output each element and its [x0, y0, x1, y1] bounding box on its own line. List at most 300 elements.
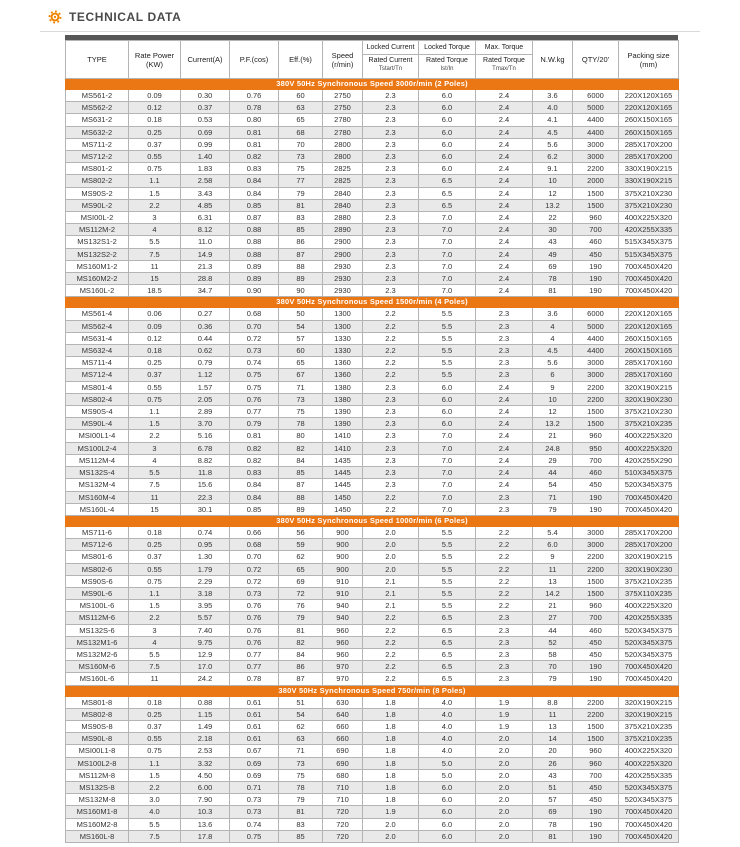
table-row	[66, 491, 679, 503]
table-cell: 1300	[323, 320, 363, 332]
table-cell: 2.0	[363, 551, 419, 563]
table-cell: 73	[279, 151, 323, 163]
table-cell: 220X120X165	[619, 320, 679, 332]
table-cell: 0.69	[181, 126, 230, 138]
table-cell: 2.0	[476, 769, 533, 781]
table-cell: 7.0	[419, 248, 476, 260]
table-cell: 4.5	[533, 126, 573, 138]
table-cell: 1.1	[129, 406, 181, 418]
cell-type: MS100L-6	[66, 600, 129, 612]
table-cell: 1.9	[476, 696, 533, 708]
table-cell: 0.88	[230, 236, 279, 248]
table-cell: 5.5	[419, 575, 476, 587]
table-cell: 2.2	[476, 539, 533, 551]
table-cell: 1500	[573, 418, 619, 430]
table-cell: 0.82	[230, 151, 279, 163]
table-cell: 2.89	[181, 406, 230, 418]
section-band-row	[66, 515, 679, 526]
table-cell: 2.2	[129, 612, 181, 624]
cell-type: MS802-2	[66, 175, 129, 187]
table-cell: 0.88	[181, 696, 230, 708]
table-cell: 11	[129, 260, 181, 272]
table-cell: 260X150X165	[619, 332, 679, 344]
table-cell: 2.4	[476, 467, 533, 479]
table-cell: 30	[533, 224, 573, 236]
cell-type: MS112M-8	[66, 769, 129, 781]
table-cell: 2.3	[363, 393, 419, 405]
section-band-title: 380V 50Hz Synchronous Speed 3000r/min (2 Poles)	[66, 79, 679, 90]
table-cell: 2780	[323, 114, 363, 126]
table-cell: 2880	[323, 212, 363, 224]
table-cell: 78	[279, 418, 323, 430]
table-cell: 4.85	[181, 199, 230, 211]
table-cell: 0.90	[230, 285, 279, 297]
table-cell: 2.2	[363, 345, 419, 357]
table-cell: 0.18	[129, 526, 181, 538]
table-cell: 2.3	[363, 381, 419, 393]
table-cell: 6.0	[419, 418, 476, 430]
table-cell: 2.4	[476, 175, 533, 187]
table-cell: 2200	[573, 381, 619, 393]
table-cell: 2.3	[476, 320, 533, 332]
table-cell: 720	[323, 830, 363, 842]
table-row	[66, 708, 679, 720]
table-cell: 2.1	[363, 600, 419, 612]
table-cell: 11.0	[181, 236, 230, 248]
table-cell: 9	[533, 381, 573, 393]
table-cell: 2.4	[476, 187, 533, 199]
table-cell: 2.4	[476, 163, 533, 175]
table-cell: 0.73	[230, 806, 279, 818]
table-cell: 190	[573, 273, 619, 285]
table-cell: 65	[279, 357, 323, 369]
table-cell: 1330	[323, 345, 363, 357]
cell-type: MSI00L1-4	[66, 430, 129, 442]
table-cell: 960	[573, 430, 619, 442]
table-cell: 2.1	[363, 575, 419, 587]
table-cell: 1.8	[363, 769, 419, 781]
table-cell: 0.72	[230, 563, 279, 575]
table-cell: 2.4	[476, 126, 533, 138]
table-cell: 88	[279, 260, 323, 272]
table-cell: 0.61	[230, 733, 279, 745]
table-cell: 6.5	[419, 661, 476, 673]
table-cell: 0.25	[129, 539, 181, 551]
table-cell: 2.3	[363, 260, 419, 272]
table-cell: 0.83	[230, 467, 279, 479]
table-row	[66, 575, 679, 587]
cell-type: MS632-4	[66, 345, 129, 357]
table-cell: 30.1	[181, 503, 230, 515]
header-bottom-label	[476, 55, 532, 73]
table-cell: 2.3	[363, 273, 419, 285]
table-cell: 0.37	[181, 102, 230, 114]
table-cell: 2.3	[363, 90, 419, 102]
header-sub-label: Tmax/Tn	[492, 66, 516, 72]
table-cell: 0.89	[230, 260, 279, 272]
table-cell: 57	[533, 794, 573, 806]
header-bottom-label	[363, 55, 418, 73]
table-cell: 320X190X215	[619, 551, 679, 563]
table-cell: 4.0	[129, 806, 181, 818]
table-cell: 1380	[323, 393, 363, 405]
spec-table	[65, 40, 679, 843]
table-cell: 75	[279, 406, 323, 418]
table-cell: 6.0	[419, 138, 476, 150]
table-row	[66, 733, 679, 745]
table-cell: 0.87	[230, 212, 279, 224]
table-cell: 0.06	[129, 308, 181, 320]
table-cell: 1390	[323, 406, 363, 418]
table-cell: 0.75	[129, 163, 181, 175]
table-row	[66, 600, 679, 612]
cell-type: MS132S1-2	[66, 236, 129, 248]
table-cell: 0.73	[230, 345, 279, 357]
header-line: Rated Torque	[483, 57, 525, 64]
cell-type: MS160L-6	[66, 673, 129, 685]
table-cell: 7.90	[181, 794, 230, 806]
table-cell: 50	[279, 308, 323, 320]
table-cell: 12.9	[181, 648, 230, 660]
table-cell: 89	[279, 503, 323, 515]
table-cell: 5.5	[419, 308, 476, 320]
table-cell: 44	[533, 467, 573, 479]
table-cell: 2.0	[476, 733, 533, 745]
table-cell: 82	[279, 442, 323, 454]
table-cell: 7.0	[419, 454, 476, 466]
table-cell: 2.0	[476, 781, 533, 793]
table-cell: 65	[279, 114, 323, 126]
table-cell: 3.18	[181, 587, 230, 599]
table-cell: 420X255X335	[619, 612, 679, 624]
table-cell: 2.0	[363, 563, 419, 575]
table-cell: 700X450X420	[619, 818, 679, 830]
cell-type: MS132M-4	[66, 479, 129, 491]
table-cell: 520X345X375	[619, 636, 679, 648]
table-cell: 11	[533, 708, 573, 720]
table-cell: 1450	[323, 503, 363, 515]
table-cell: 2930	[323, 273, 363, 285]
table-cell: 2.3	[476, 369, 533, 381]
table-cell: 700X450X420	[619, 830, 679, 842]
table-cell: 0.55	[129, 563, 181, 575]
table-cell: 520X345X375	[619, 648, 679, 660]
table-cell: 2.3	[363, 114, 419, 126]
table-cell: 2.4	[476, 114, 533, 126]
header-sub-label: Tstart/Tn	[378, 66, 403, 72]
table-cell: 2840	[323, 199, 363, 211]
table-cell: 78	[533, 818, 573, 830]
table-cell: 0.77	[230, 648, 279, 660]
table-cell: 3	[129, 624, 181, 636]
table-cell: 0.89	[230, 273, 279, 285]
col-header-nw: N.W.kg	[533, 41, 573, 79]
table-cell: 0.18	[129, 114, 181, 126]
table-cell: 1500	[573, 187, 619, 199]
table-cell: 2.0	[363, 526, 419, 538]
table-cell: 2890	[323, 224, 363, 236]
cell-type: MS561-2	[66, 90, 129, 102]
section-band-title: 380V 50Hz Synchronous Speed 750r/min (8 Poles)	[66, 685, 679, 696]
header-top-label: Locked Current	[363, 41, 418, 55]
table-cell: 10	[533, 175, 573, 187]
table-row	[66, 587, 679, 599]
table-cell: 7.40	[181, 624, 230, 636]
cell-type: MS711-6	[66, 526, 129, 538]
table-cell: 2750	[323, 102, 363, 114]
table-row	[66, 381, 679, 393]
table-cell: 0.72	[230, 575, 279, 587]
table-cell: 2.2	[476, 587, 533, 599]
table-cell: 0.75	[129, 393, 181, 405]
cell-type: MS632-2	[66, 126, 129, 138]
table-cell: 2.2	[129, 199, 181, 211]
table-cell: 1.30	[181, 551, 230, 563]
cell-type: MS160M2-2	[66, 273, 129, 285]
table-cell: 700X450X420	[619, 260, 679, 272]
header-top-label: Locked Torque	[419, 41, 475, 55]
table-cell: 2.3	[363, 102, 419, 114]
table-cell: 9	[533, 551, 573, 563]
table-row	[66, 720, 679, 732]
table-cell: 2000	[573, 175, 619, 187]
table-cell: 420X255X335	[619, 224, 679, 236]
table-cell: 12	[533, 187, 573, 199]
table-cell: 2.2	[363, 503, 419, 515]
section-band-row	[66, 79, 679, 90]
cell-type: MS112M-4	[66, 454, 129, 466]
table-cell: 190	[573, 806, 619, 818]
table-cell: 86	[279, 661, 323, 673]
table-cell: 72	[279, 587, 323, 599]
table-cell: 1.8	[363, 781, 419, 793]
table-cell: 2.4	[476, 90, 533, 102]
table-row	[66, 539, 679, 551]
table-cell: 1360	[323, 357, 363, 369]
header-line: Rate Power	[134, 50, 175, 60]
table-cell: 0.76	[230, 612, 279, 624]
table-cell: 0.68	[230, 539, 279, 551]
table-cell: 2.4	[476, 381, 533, 393]
table-cell: 81	[279, 624, 323, 636]
table-cell: 2200	[573, 551, 619, 563]
table-cell: 2.4	[476, 285, 533, 297]
table-cell: 5000	[573, 320, 619, 332]
table-cell: 375X210X230	[619, 406, 679, 418]
table-cell: 0.37	[129, 369, 181, 381]
table-cell: 83	[279, 212, 323, 224]
table-cell: 1445	[323, 479, 363, 491]
table-cell: 450	[573, 781, 619, 793]
table-cell: 7.0	[419, 224, 476, 236]
table-cell: 0.75	[129, 575, 181, 587]
table-cell: 6.0	[419, 126, 476, 138]
table-cell: 190	[573, 661, 619, 673]
table-cell: 5.16	[181, 430, 230, 442]
table-cell: 2.3	[476, 345, 533, 357]
table-cell: 2.3	[476, 612, 533, 624]
cell-type: MS90L-6	[66, 587, 129, 599]
table-cell: 640	[323, 708, 363, 720]
table-cell: 710	[323, 794, 363, 806]
table-cell: 2840	[323, 187, 363, 199]
cell-type: MS631-2	[66, 114, 129, 126]
table-cell: 680	[323, 769, 363, 781]
table-cell: 460	[573, 624, 619, 636]
table-cell: 700X450X420	[619, 661, 679, 673]
table-cell: 71	[533, 491, 573, 503]
technical-data-table	[65, 35, 678, 843]
table-cell: 54	[279, 320, 323, 332]
table-cell: 0.76	[230, 90, 279, 102]
table-cell: 940	[323, 612, 363, 624]
table-row	[66, 696, 679, 708]
table-cell: 5.5	[129, 818, 181, 830]
table-cell: 1.1	[129, 175, 181, 187]
table-cell: 0.85	[230, 503, 279, 515]
table-cell: 21	[533, 600, 573, 612]
table-cell: 1.5	[129, 769, 181, 781]
table-cell: 2.3	[363, 248, 419, 260]
table-cell: 190	[573, 491, 619, 503]
table-cell: 2.2	[476, 563, 533, 575]
table-row	[66, 187, 679, 199]
table-cell: 7.0	[419, 479, 476, 491]
table-cell: 4.0	[419, 708, 476, 720]
table-cell: 2.2	[476, 526, 533, 538]
table-cell: 60	[279, 345, 323, 357]
table-cell: 2200	[573, 696, 619, 708]
table-cell: 700	[573, 224, 619, 236]
table-cell: 0.61	[230, 696, 279, 708]
table-cell: 0.76	[230, 393, 279, 405]
table-cell: 2.3	[363, 187, 419, 199]
table-cell: 960	[573, 745, 619, 757]
table-cell: 0.69	[230, 769, 279, 781]
table-cell: 81	[279, 806, 323, 818]
table-cell: 2.3	[363, 138, 419, 150]
table-cell: 2.2	[476, 575, 533, 587]
table-row	[66, 345, 679, 357]
table-cell: 0.88	[230, 248, 279, 260]
table-cell: 190	[573, 285, 619, 297]
table-row	[66, 418, 679, 430]
table-cell: 63	[279, 102, 323, 114]
cell-type: MSI00L-2	[66, 212, 129, 224]
table-cell: 960	[573, 757, 619, 769]
col-header-locked-current	[363, 41, 419, 79]
table-cell: 76	[279, 600, 323, 612]
table-cell: 4.5	[533, 345, 573, 357]
table-cell: 1.8	[363, 733, 419, 745]
table-cell: 2.4	[476, 393, 533, 405]
cell-type: MS801-4	[66, 381, 129, 393]
table-cell: 5.5	[129, 236, 181, 248]
table-cell: 450	[573, 479, 619, 491]
table-cell: 7.5	[129, 479, 181, 491]
table-cell: 700X450X420	[619, 673, 679, 685]
table-cell: 520X345X375	[619, 479, 679, 491]
table-cell: 2.3	[363, 442, 419, 454]
table-cell: 450	[573, 636, 619, 648]
cell-type: MS100L2-8	[66, 757, 129, 769]
table-cell: 460	[573, 467, 619, 479]
table-row	[66, 830, 679, 842]
table-cell: 71	[279, 745, 323, 757]
table-cell: 5.5	[419, 357, 476, 369]
table-cell: 6.0	[419, 102, 476, 114]
table-cell: 4.0	[419, 720, 476, 732]
table-cell: 2800	[323, 138, 363, 150]
table-cell: 4400	[573, 345, 619, 357]
cell-type: MS160M2-8	[66, 818, 129, 830]
table-cell: 2.0	[476, 818, 533, 830]
col-header-eff: Eff.(%)	[279, 41, 323, 79]
table-cell: 5.5	[419, 551, 476, 563]
table-row	[66, 273, 679, 285]
table-cell: 6	[533, 369, 573, 381]
table-cell: 700X450X420	[619, 491, 679, 503]
table-cell: 0.74	[230, 818, 279, 830]
table-cell: 700X450X420	[619, 285, 679, 297]
header-line: Rated Torque	[426, 57, 468, 64]
table-cell: 2.2	[363, 332, 419, 344]
table-cell: 73	[279, 393, 323, 405]
table-cell: 18.5	[129, 285, 181, 297]
header-line: (mm)	[639, 59, 658, 69]
header-bottom-label	[419, 55, 475, 73]
table-cell: 260X150X165	[619, 114, 679, 126]
table-cell: 420X255X290	[619, 454, 679, 466]
table-cell: 940	[323, 600, 363, 612]
table-cell: 720	[323, 806, 363, 818]
table-cell: 0.37	[129, 720, 181, 732]
table-cell: 2.3	[476, 332, 533, 344]
table-cell: 3000	[573, 138, 619, 150]
cell-type: MSI00L1-8	[66, 745, 129, 757]
cell-type: MS802-8	[66, 708, 129, 720]
table-cell: 6.78	[181, 442, 230, 454]
table-cell: 2.0	[476, 757, 533, 769]
table-cell: 6.0	[419, 114, 476, 126]
table-cell: 2750	[323, 90, 363, 102]
table-cell: 7.0	[419, 236, 476, 248]
table-cell: 81	[533, 285, 573, 297]
table-cell: 0.76	[230, 636, 279, 648]
table-cell: 0.37	[129, 551, 181, 563]
table-cell: 2.4	[476, 224, 533, 236]
table-cell: 320X190X215	[619, 381, 679, 393]
table-cell: 3000	[573, 357, 619, 369]
cell-type: MS802-6	[66, 563, 129, 575]
table-cell: 690	[323, 757, 363, 769]
table-row	[66, 563, 679, 575]
table-cell: 260X150X165	[619, 126, 679, 138]
table-cell: 0.83	[230, 163, 279, 175]
table-row	[66, 369, 679, 381]
table-cell: 87	[279, 673, 323, 685]
cell-type: MS160L-2	[66, 285, 129, 297]
table-cell: 2.2	[363, 320, 419, 332]
cell-type: MS712-4	[66, 369, 129, 381]
title-divider	[40, 31, 700, 32]
table-cell: 78	[279, 781, 323, 793]
table-cell: 2825	[323, 163, 363, 175]
cell-type: MS802-4	[66, 393, 129, 405]
table-cell: 0.18	[129, 345, 181, 357]
table-cell: 79	[279, 612, 323, 624]
col-header-packing	[619, 41, 679, 79]
